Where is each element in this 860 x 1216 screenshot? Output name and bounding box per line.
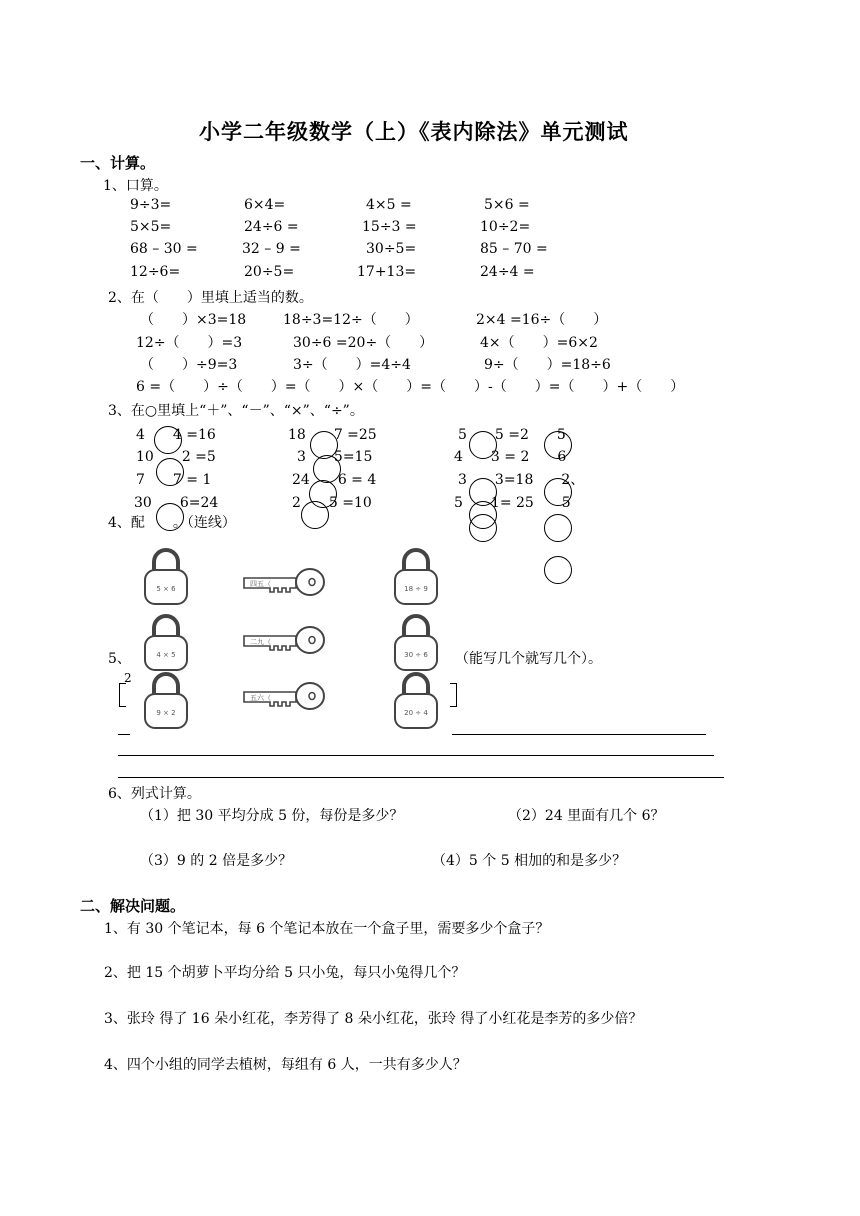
- answer-line[interactable]: [452, 734, 706, 735]
- q3-item: 4 3 = 2 6: [454, 449, 567, 465]
- operator-circle[interactable]: [301, 501, 329, 529]
- q1-item: 10÷2=: [480, 219, 531, 235]
- q1-item: 85 – 70 =: [480, 241, 548, 257]
- problem-item: 1、有 30 个笔记本，每 6 个笔记本放在一个盒子里，需要多少个盒子？: [104, 921, 550, 937]
- section-2-heading: 二、解决问题。: [80, 897, 186, 915]
- q1-item: 15÷3 =: [362, 219, 417, 235]
- q3-item: 3 5=15: [297, 449, 373, 465]
- lock-icon[interactable]: [390, 546, 442, 608]
- q2-item: 12÷（ ）=3: [136, 335, 243, 351]
- q3-item: 18 7 =25: [288, 427, 377, 443]
- q1-item: 20÷5=: [244, 264, 295, 280]
- q1-item: 17+13=: [357, 264, 417, 280]
- q1-item: 24÷4 =: [480, 264, 535, 280]
- q6-label: 6、列式计算。: [108, 786, 201, 802]
- lock-icon[interactable]: [390, 670, 442, 732]
- q3-item: 5 1= 25 5: [454, 495, 571, 511]
- q3-item: 24 6 = 4: [292, 472, 377, 488]
- key-label: 五六（: [250, 694, 271, 702]
- lock-icon[interactable]: [390, 612, 442, 674]
- operator-circle[interactable]: [544, 431, 572, 459]
- q5-label: 5、: [108, 651, 131, 667]
- right-bracket: [450, 683, 457, 707]
- operator-circle[interactable]: [544, 478, 572, 506]
- q1-item: 68 – 30 =: [130, 241, 198, 257]
- lock-label: 20 ÷ 4: [404, 709, 428, 717]
- q2-item: （ ）÷9=3: [140, 357, 238, 373]
- section-1-heading: 一、计算。: [80, 154, 156, 172]
- lock-label: 30 ÷ 6: [404, 651, 428, 659]
- lock-label: 5 × 6: [156, 585, 176, 593]
- operator-circle[interactable]: [544, 556, 572, 584]
- q1-item: 9÷3=: [130, 197, 172, 213]
- q1-item: 5×6 =: [484, 197, 530, 213]
- key-icon[interactable]: [240, 566, 328, 598]
- q2-item: 4×（ ）=6×2: [480, 335, 598, 351]
- key-icon[interactable]: [240, 624, 328, 656]
- q1-item: 6×4=: [244, 197, 286, 213]
- left-bracket: [119, 683, 126, 707]
- q6-item: （2）24 里面有几个 6？: [508, 808, 665, 824]
- q1-item: 24÷6 =: [244, 219, 299, 235]
- q2-item: （ ）×3=18: [140, 312, 247, 328]
- q1-item: 12÷6=: [130, 264, 181, 280]
- q6-item: （4）5 个 5 相加的和是多少？: [432, 853, 627, 869]
- q3-label: 3、在○里填上“＋”、“－”、“×”、“÷”。: [108, 403, 364, 419]
- q2-item: 30÷6 =20÷（ ）: [293, 335, 434, 351]
- problem-item: 2、把 15 个胡萝卜平均分给 5 只小兔，每只小兔得几个？: [104, 965, 466, 981]
- q3-item: 7 7 = 1: [136, 472, 212, 488]
- q5-number: 2: [124, 671, 132, 685]
- key-label: 二九（: [250, 638, 271, 646]
- problem-item: 3、张玲 得了 16 朵小红花，李芳得了 8 朵小红花，张玲 得了小红花是李芳的多少倍？: [104, 1011, 643, 1027]
- q2-label: 2、在（ ）里填上适当的数。: [108, 290, 313, 306]
- operator-circle[interactable]: [156, 458, 184, 486]
- answer-line[interactable]: [118, 755, 714, 756]
- q4-label: 4、配 。（连线）: [108, 515, 236, 531]
- q5-tail: （能写几个就写几个）。: [455, 651, 602, 667]
- lock-label: 9 × 2: [156, 709, 176, 717]
- problem-item: 4、四个小组的同学去植树，每组有 6 人，一共有多少人？: [104, 1057, 467, 1073]
- operator-circle[interactable]: [154, 426, 182, 454]
- q1-label: 1、口算。: [103, 178, 168, 194]
- page-title: 小学二年级数学（上）《表内除法》单元测试: [199, 120, 629, 144]
- operator-circle[interactable]: [469, 431, 497, 459]
- operator-circle[interactable]: [544, 514, 572, 542]
- q2-item: 3÷（ ）=4÷4: [293, 357, 411, 373]
- lock-label: 18 ÷ 9: [404, 585, 428, 593]
- q1-item: 4×5 =: [366, 197, 412, 213]
- q1-item: 5×5=: [130, 219, 172, 235]
- q3-item: 30 6=24: [134, 495, 219, 511]
- q6-item: （1）把 30 平均分成 5 份，每份是多少？: [140, 808, 404, 824]
- q1-item: 30÷5=: [366, 241, 417, 257]
- lock-label: 4 × 5: [156, 651, 176, 659]
- lock-icon[interactable]: [140, 546, 192, 608]
- q3-item: 4 4 =16: [136, 427, 216, 443]
- operator-circle[interactable]: [469, 514, 497, 542]
- answer-line[interactable]: [118, 777, 724, 778]
- lock-icon[interactable]: [140, 612, 192, 674]
- q2-item: 9÷（ ）=18÷6: [484, 357, 611, 373]
- q3-item: 2 5 =10: [292, 495, 372, 511]
- q2-last-row: 6 =（ ）÷（ ）=（ ）×（ ）=（ ）-（ ）=（ ）+（ ）: [136, 379, 685, 395]
- operator-circle[interactable]: [313, 455, 341, 483]
- lock-icon[interactable]: [140, 670, 192, 732]
- answer-line[interactable]: [118, 734, 130, 735]
- q3-item: 5 5 =2 5: [458, 427, 566, 443]
- key-icon[interactable]: [240, 680, 328, 712]
- q2-item: 18÷3=12÷（ ）: [283, 312, 419, 328]
- q6-item: （3）9 的 2 倍是多少？: [140, 853, 293, 869]
- q2-item: 2×4 =16÷（ ）: [476, 312, 608, 328]
- q3-item: 3 3=18 2、: [458, 472, 585, 488]
- key-label: 四五（: [250, 580, 271, 588]
- q3-item: 10 2 =5: [136, 449, 216, 465]
- q1-item: 32 – 9 =: [242, 241, 301, 257]
